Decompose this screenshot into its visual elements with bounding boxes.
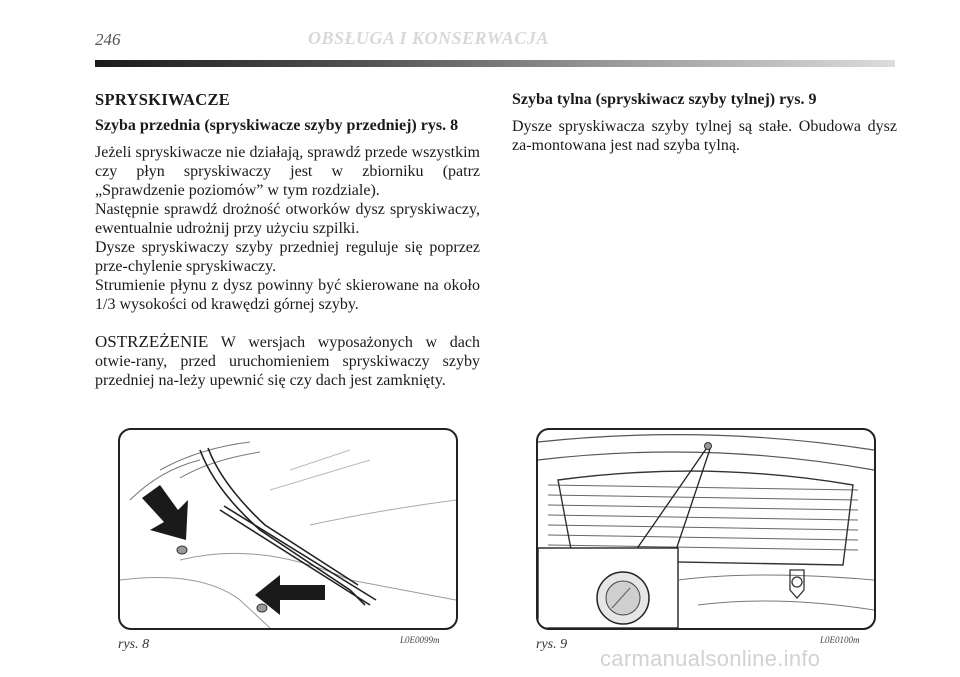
- paragraph-check-fluid: Jeżeli spryskiwacze nie działają, sprawdź przede wszystkim czy płyn spryskiwaczy jest w zbiorniku (patrz „Sprawdzenie poziomów” w tym rozdziale).: [95, 144, 480, 199]
- paragraph-jet-direction: Strumienie płynu z dysz powinny być skierowane na około 1/3 wysokości od krawędzi górnej szyby.: [95, 277, 480, 313]
- warning-label: OSTRZEŻENIE: [95, 332, 209, 351]
- figure-8-caption: rys. 8: [118, 637, 150, 652]
- figure-rear-washer: [536, 428, 876, 630]
- rear-nozzle: [705, 443, 712, 450]
- section-header: OBSŁUGA I KONSERWACJA: [308, 28, 549, 48]
- page-number: 246: [95, 30, 121, 49]
- figure-8-code: L0E0099m: [400, 635, 440, 645]
- nozzle-left: [177, 546, 187, 554]
- warning-block: [95, 332, 480, 390]
- paragraph-rear-nozzles: Dysze spryskiwacza szyby tylnej są stałe. Obudowa dysz za-montowana jest nad szyba tylną.: [512, 118, 897, 154]
- left-column: [95, 90, 480, 390]
- paragraph-adjust-nozzles: Dysze spryskiwaczy szyby przedniej reguluje się poprzez prze-chylenie spryskiwaczy.: [95, 239, 480, 275]
- paragraph-check-nozzles: Następnie sprawdź drożność otworków dysz spryskiwaczy, ewentualnie udrożnij przy użyciu szpilki.: [95, 201, 480, 237]
- brand-emblem: [790, 570, 804, 598]
- figure-front-washers: [118, 428, 458, 630]
- nozzle-detail: [597, 572, 649, 624]
- nozzle-right: [257, 604, 267, 612]
- right-column: [512, 90, 897, 155]
- header-rule: [95, 60, 895, 67]
- rear-washer-illustration: [538, 430, 874, 628]
- arrow-left-nozzle: [142, 485, 188, 540]
- front-windshield-subtitle: Szyba przednia (spryskiwacze szyby przedniej) rys. 8: [95, 117, 459, 134]
- section-title: SPRYSKIWACZE: [95, 90, 231, 109]
- rear-window-subtitle: Szyba tylna (spryskiwacz szyby tylnej) rys. 9: [512, 91, 817, 108]
- figure-9-caption: rys. 9: [536, 637, 568, 652]
- front-washers-illustration: [120, 430, 456, 628]
- watermark: carmanualsonline.info: [600, 646, 821, 671]
- figure-9-code: L0E0100m: [820, 635, 860, 645]
- warning-text: W wersjach wyposażonych w dach otwie-rany, przed uruchomieniem spryskiwaczy szyby przedniej na-leży upewnić się czy dach jest zamknięty.: [95, 334, 480, 389]
